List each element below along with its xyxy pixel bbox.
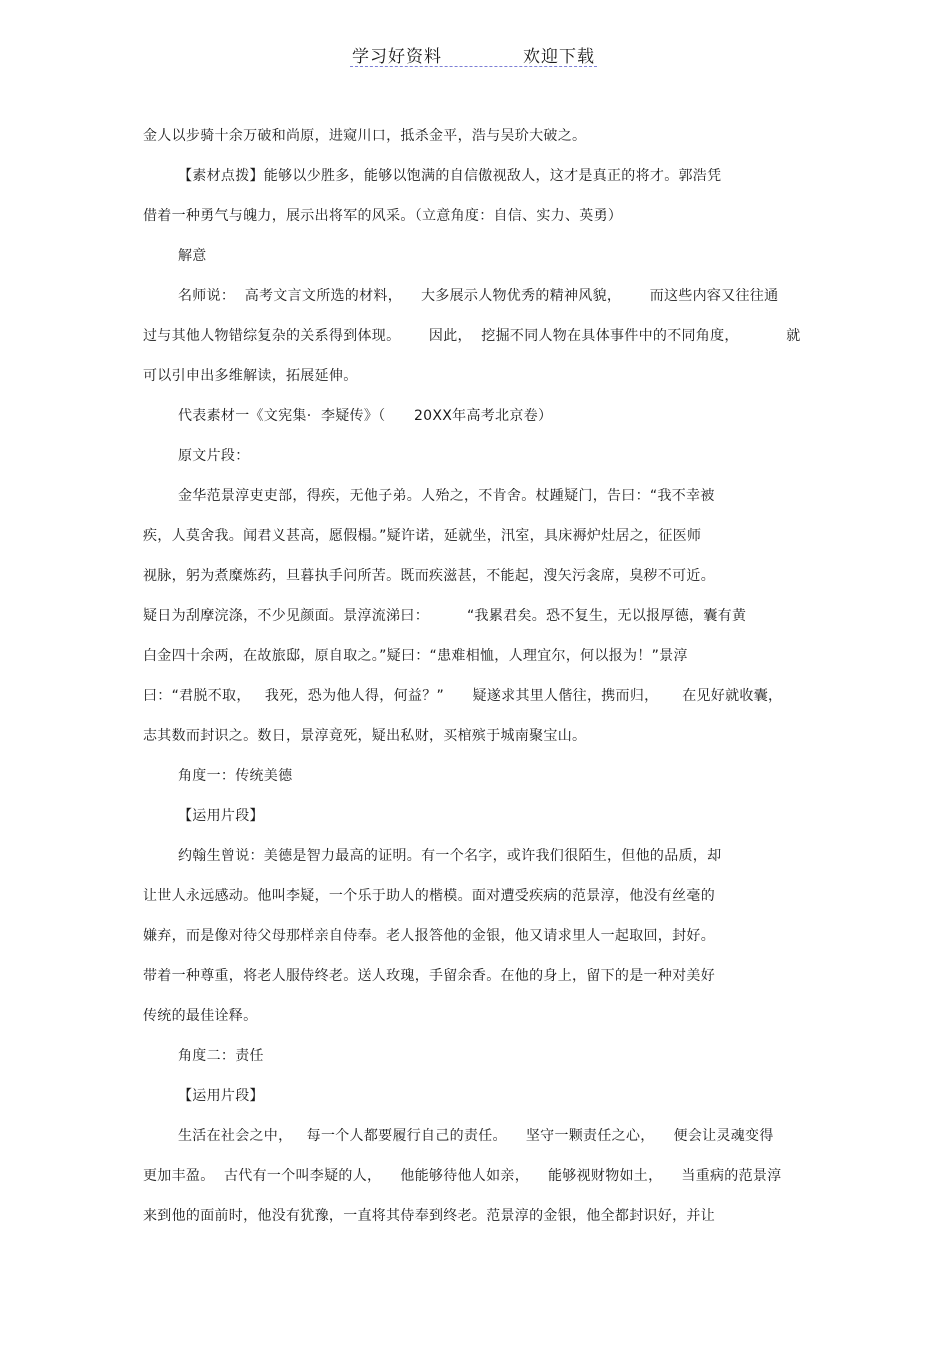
section-heading: 角度二：责任 bbox=[178, 1048, 264, 1064]
body-line: 借着一种勇气与魄力，展示出将军的风采。（立意角度：自信、实力、英勇） bbox=[143, 208, 623, 224]
body-line: 约翰生曾说：美德是智力最高的证明。有一个名字，或许我们很陌生，但他的品质，却 bbox=[178, 848, 722, 864]
body-line: 金人以步骑十余万破和尚原，进窥川口，抵杀金平，浩与吴玠大破之。 bbox=[143, 128, 587, 144]
page-header bbox=[350, 40, 597, 67]
body-line: 疾，人莫舍我。闻君义甚高，愿假榻。”疑许诺，延就坐，汛室，具床褥炉灶居之，征医师 bbox=[143, 528, 702, 544]
body-line: 曰：“君脱不取， 我死，恐为他人得，何益？” 疑遂求其里人偕往，携而归， 在见好就收囊， bbox=[143, 688, 783, 704]
body-line: 来到他的面前时，他没有犹豫，一直将其侍奉到终老。范景淳的金银，他全都封识好，并让 bbox=[143, 1208, 715, 1224]
section-heading: 解意 bbox=[178, 248, 207, 264]
section-heading: 代表素材一《文宪集· 李疑传》（ 20XX年高考北京卷） bbox=[178, 408, 553, 424]
body-line: 让世人永远感动。他叫李疑，一个乐于助人的楷模。面对遭受疾病的范景淳，他没有丝毫的 bbox=[143, 888, 715, 904]
section-heading: 【运用片段】 bbox=[178, 808, 264, 824]
body-line: 疑日为刮摩浣涤，不少见颜面。景淳流涕曰： “我累君矣。恐不复生，无以报厚德，囊有黄 bbox=[143, 608, 747, 624]
body-line: 过与其他人物错综复杂的关系得到体现。 因此， 挖掘不同人物在具体事件中的不同角度， 就 bbox=[143, 328, 801, 344]
section-heading: 角度一：传统美德 bbox=[178, 768, 293, 784]
body-line: 可以引申出多维解读，拓展延伸。 bbox=[143, 368, 358, 384]
body-line: 白金四十余两，在故旅邸，原自取之。”疑曰：“患难相恤，人理宜尔，何以报为！”景淳 bbox=[143, 648, 688, 664]
body-line: 视脉，躬为煮糜炼药，旦暮执手问所苦。既而疾滋甚，不能起，溲矢污衾席，臭秽不可近。 bbox=[143, 568, 715, 584]
body-line: 带着一种尊重，将老人服侍终老。送人玫瑰，手留余香。在他的身上，留下的是一种对美好 bbox=[143, 968, 715, 984]
body-line: 传统的最佳诠释。 bbox=[143, 1008, 258, 1024]
section-heading: 【运用片段】 bbox=[178, 1088, 264, 1104]
body-line: 名师说： 高考文言文所选的材料， 大多展示人物优秀的精神风貌， 而这些内容又往往通 bbox=[178, 288, 779, 304]
body-line: 【素材点拨】能够以少胜多，能够以饱满的自信傲视敌人，这才是真正的将才。郭浩凭 bbox=[178, 168, 722, 184]
body-line: 金华范景淳吏吏部，得疾，无他子弟。人殆之，不肯舍。杖踵疑门，告曰：“我不幸被 bbox=[178, 488, 715, 504]
header-left-text: 学习好资料 bbox=[352, 47, 442, 67]
body-line: 生活在社会之中， 每一个人都要履行自己的责任。 坚守一颗责任之心， 便会让灵魂变得 bbox=[178, 1128, 774, 1144]
body-line: 更加丰盈。 古代有一个叫李疑的人， 他能够待他人如亲， 能够视财物如土， 当重病的范景淳 bbox=[143, 1168, 782, 1184]
section-heading: 原文片段： bbox=[178, 448, 250, 464]
body-line: 嫌弃，而是像对待父母那样亲自侍奉。老人报答他的金银，他又请求里人一起取回，封好。 bbox=[143, 928, 715, 944]
body-line: 志其数而封识之。数日，景淳竟死，疑出私财，买棺殡于城南聚宝山。 bbox=[143, 728, 587, 744]
header-right-text: 欢迎下载 bbox=[523, 47, 595, 67]
